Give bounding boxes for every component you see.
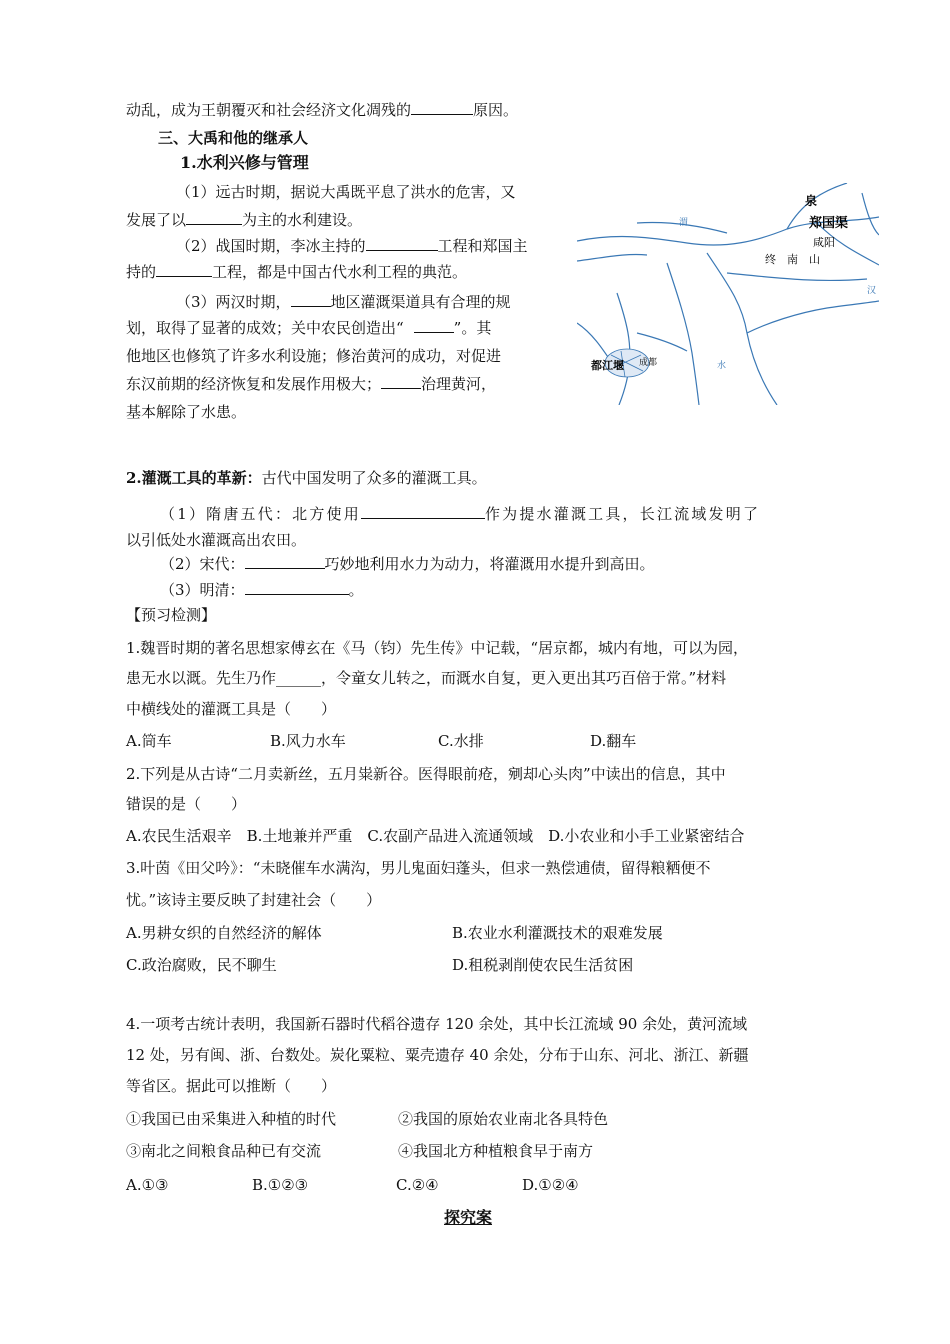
map-label-han: 汉 (867, 286, 877, 296)
map-label-chengdu: 成都 (639, 358, 658, 368)
question-line: 12 处，另有闽、浙、台数处。炭化粟粒、粟壳遗存 40 余处，分布于山东、河北、浙江、新疆 (126, 1046, 749, 1064)
map-label-wei: 渭 (679, 218, 689, 228)
tools-heading: 2.灌溉工具的革新：古代中国发明了众多的灌溉工具。 (126, 469, 487, 487)
fill-blank[interactable] (291, 292, 331, 307)
option-c[interactable]: C.政治腐败，民不聊生 (126, 956, 277, 974)
option-c[interactable]: C.②④ (396, 1176, 439, 1194)
check-heading: 【预习检测】 (126, 606, 217, 624)
para-line: （2）战国时期，李冰主持的 工程和郑国主 (176, 237, 528, 255)
para-line: 持的 工程，都是中国古代水利工程的典范。 (126, 263, 468, 281)
para-line: （3）明清： 。 (160, 581, 364, 599)
river-map-image (577, 183, 879, 405)
section-heading: 三、大禹和他的继承人 (158, 129, 309, 147)
fill-blank[interactable] (381, 374, 421, 389)
fill-blank[interactable] (245, 554, 325, 569)
question-line: 1.魏晋时期的著名思想家傅玄在《马（钧）先生传》中记载，“居京都，城内有地，可以为园， (126, 639, 748, 657)
question-line: 2.下列是从古诗“二月卖新丝，五月粜新谷。医得眼前疮，剜却心头肉”中读出的信息，其中 (126, 765, 726, 783)
statement-item: ③南北之间粮食品种已有交流 (126, 1142, 322, 1160)
question-line: 4.一项考古统计表明，我国新石器时代稻谷遗存 120 余处，其中长江流域 90 余处，黄河流域 (126, 1015, 748, 1033)
map-label-dujiangyan: 都江堰 (591, 359, 624, 372)
map-label-zhongnan: 终 南 山 (765, 253, 820, 266)
question-line: 忧。”该诗主要反映了封建社会（ ） (126, 891, 382, 909)
para-line: （1）远古时期，据说大禹既平息了洪水的危害，又 (176, 183, 516, 201)
option-a[interactable]: A.筒车 (126, 732, 172, 750)
question-line: 中横线处的灌溉工具是（ ） (126, 700, 337, 718)
map-label-zhengguoqu: 郑国渠 (809, 216, 849, 231)
footer-heading: 探究案 (444, 1208, 493, 1227)
option-b[interactable]: B.①②③ (252, 1176, 309, 1194)
subsection-heading: 1.水利兴修与管理 (180, 153, 309, 172)
options-line[interactable]: A.农民生活艰辛 B.土地兼并严重 C.农副产品进入流通领域 D.小农业和小手工业紧密结合 (126, 827, 745, 845)
fill-blank[interactable] (245, 580, 349, 595)
para-line: 东汉前期的经济恢复和发展作用极大； 治理黄河， (126, 375, 497, 393)
map-label-xianyang: 咸阳 (813, 236, 835, 249)
option-b[interactable]: B.农业水利灌溉技术的艰难发展 (452, 924, 663, 942)
para-line: （2）宋代： 巧妙地利用水力为动力，将灌溉用水提升到高田。 (160, 555, 655, 573)
para-line: （3）两汉时期， 地区灌溉渠道具有合理的规 (176, 293, 511, 311)
fill-blank[interactable] (186, 210, 242, 225)
question-line: 患无水以溉。先生乃作______，令童女儿转之，而溉水自复，更入更出其巧百倍于常。”材料 (126, 669, 727, 687)
fill-blank[interactable] (156, 262, 212, 277)
para-line: 发展了以 为主的水利建设。 (126, 211, 363, 229)
option-d[interactable]: D.租税剥削使农民生活贫困 (452, 956, 634, 974)
intro-line: 动乱，成为王朝覆灭和社会经济文化凋残的 原因。 (126, 101, 519, 119)
para-line: 以引低处水灌溉高出农田。 (126, 531, 307, 549)
option-c[interactable]: C.水排 (438, 732, 484, 750)
fill-blank[interactable] (366, 236, 438, 251)
option-a[interactable]: A.男耕女织的自然经济的解体 (126, 924, 322, 942)
para-line: 划，取得了显著的成效；关中农民创造出“ ”。其 (126, 319, 492, 337)
option-d[interactable]: D.翻车 (590, 732, 637, 750)
option-a[interactable]: A.①③ (126, 1176, 169, 1194)
question-line: 错误的是（ ） (126, 795, 247, 813)
para-line: 他地区也修筑了许多水利设施；修治黄河的成功，对促进 (126, 347, 502, 365)
para-line: 基本解除了水患。 (126, 403, 247, 421)
statement-item: ②我国的原始农业南北各具特色 (398, 1110, 609, 1128)
option-b[interactable]: B.风力水车 (270, 732, 346, 750)
option-d[interactable]: D.①②④ (522, 1176, 579, 1194)
para-line: （1）隋唐五代：北方使用 作为提水灌溉工具，长江流域发明了 (160, 505, 761, 523)
fill-blank[interactable] (361, 504, 485, 519)
map-label: 泉 (805, 194, 818, 208)
statement-item: ①我国已由采集进入种植的时代 (126, 1110, 337, 1128)
fill-blank[interactable] (414, 318, 454, 333)
map-label-shui: 水 (717, 361, 727, 371)
question-line: 等省区。据此可以推断（ ） (126, 1077, 337, 1095)
question-line: 3.叶茵《田父吟》：“未晓催车水满沟，男儿鬼面妇蓬头，但求一熟偿逋债，留得粮粞便不 (126, 859, 711, 877)
fill-blank[interactable] (411, 100, 473, 115)
statement-item: ④我国北方种植粮食早于南方 (398, 1142, 594, 1160)
